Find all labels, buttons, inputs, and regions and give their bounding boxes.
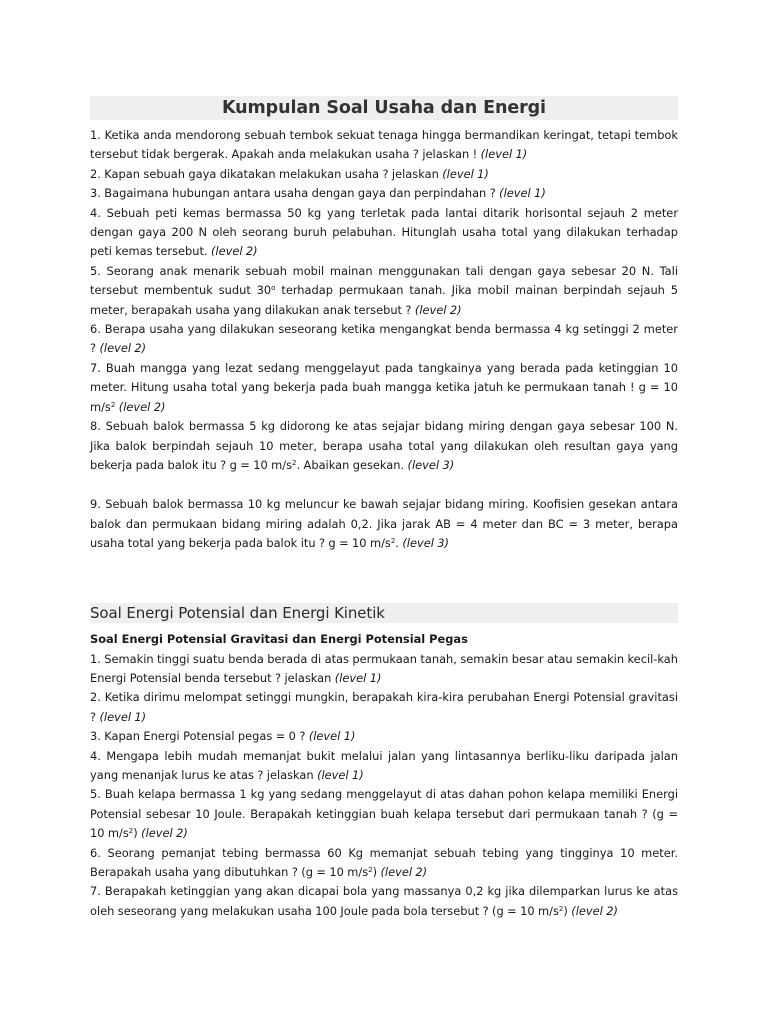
level-label: (level 2)	[210, 244, 258, 259]
level-label: (level 1)	[480, 147, 528, 162]
level-label: (level 2)	[118, 399, 166, 414]
ep-question-6: 6. Seorang pemanjat tebing bermassa 60 Kg memanjat sebuah tebing yang tingginya 10 meter. Berapakah usaha yang dibutuhkan ? (g = 10 $m/s^2$) (level 2)	[90, 845, 678, 879]
superscript: 2	[368, 866, 373, 874]
superscript: 2	[128, 827, 134, 836]
ep-question-4: 4. Mengapa lebih mudah memanjat bukit melalui jalan yang lintasannya berliku-liku daripada jalan yang menanjak lurus ke atas ? jelaskan (level 1)	[90, 748, 678, 782]
question-3: 3. Bagaimana hubungan antara usaha dengan gaya dan perpindahan ? (level 1)	[90, 186, 546, 201]
ep-question-2: 2. Ketika dirimu melompat setinggi mungkin, berapakah kira-kira perubahan Energi Potensial gravitasi ? (level 1)	[90, 690, 678, 724]
level-label: (level 2)	[414, 302, 462, 317]
question-9: 9. Sebuah balok bermassa 10 kg meluncur ke bawah sejajar bidang miring. Koofisien gesekan antara balok dan permukaan bidang miring adalah 0,2. Jika jarak AB = 4 meter dan BC = 3 meter, berapa usaha total yang bekerja pada balok itu ? g = 10 $m/s^2$. (level 3)	[90, 497, 678, 551]
ep-question-1: 1. Semakin tinggi suatu benda berada di atas permukaan tanah, semakin besar atau semakin kecil-kah Energi Potensial benda tersebut ? jelaskan (level 1)	[90, 651, 678, 685]
level-label: (level 2)	[99, 341, 147, 356]
level-label: (level 1)	[317, 767, 364, 782]
question-4: 4. Sebuah peti kemas bermassa 50 kg yang terletak pada lantai ditarik horisontal sejauh 2 meter dengan gaya 200 N oleh seorang buruh pelabuhan. Hitunglah usaha total yang dilakukan terhadap peti kemas tersebut. (level 2)	[90, 205, 678, 259]
section-heading: Soal Energi Potensial dan Energi Kinetik	[90, 603, 385, 622]
question-5: 5. Seorang anak menarik sebuah mobil mainan menggunakan tali dengan gaya sebesar 20 N. Tali tersebut membentuk sudut 30$^o$ terhadap permukaan tanah. Jika mobil mainan berpindah sejauh 5 meter, berapakah usaha yang dilakukan anak tersebut ? (level 2)	[90, 263, 679, 317]
document-page	[90, 96, 678, 921]
superscript: 2	[110, 400, 116, 409]
section-heading-bar	[90, 603, 678, 623]
section-subheading: Soal Energi Potensial Gravitasi dan Energi Potensial Pegas	[90, 631, 468, 646]
question-7: 7. Buah mangga yang lezat sedang menggelayut pada tangkainya yang berada pada ketinggian 10 meter. Hitung usaha total yang bekerja pada buah mangga ketika jatuh ke permukaan tanah ! g = 10 $m/s^2$ (level 2)	[90, 360, 678, 414]
level-label: (level 1)	[308, 729, 356, 744]
ep-question-5: 5. Buah kelapa bermassa 1 kg yang sedang menggelayut di atas dahan pohon kelapa memiliki Energi Potensial sebesar 10 Joule. Berapakah ketinggian buah kelapa tersebut dari permukaan tanah ? (g = 10 $m/s^2$) (level 2)	[90, 787, 678, 841]
superscript: 2	[390, 537, 396, 546]
ep-question-7: 7. Berapakah ketinggian yang akan dicapai bola yang massanya 0,2 kg jika dilemparkan lurus ke atas oleh seseorang yang melakukan usaha 100 Joule pada bola tersebut ? (g = 10 $m/s^2$) (level 2)	[90, 884, 678, 918]
question-6: 6. Berapa usaha yang dilakukan seseorang ketika mengangkat benda bermassa 4 kg setinggi 2 meter ? (level 2)	[90, 322, 678, 356]
question-1: 1. Ketika anda mendorong sebuah tembok sekuat tenaga hingga bermandikan keringat, tetapi tembok tersebut tidak bergerak. Apakah anda melakukan usaha ? jelaskan ! (level 1)	[90, 128, 678, 162]
level-label: (level 2)	[380, 865, 428, 879]
superscript: 2	[292, 458, 297, 467]
superscript: o	[271, 284, 276, 293]
level-label: (level 1)	[99, 709, 147, 724]
ep-question-3: 3. Kapan Energi Potensial pegas = 0 ? (level 1)	[90, 729, 356, 744]
question-2: 2. Kapan sebuah gaya dikatakan melakukan usaha ? jelaskan (level 1)	[90, 166, 489, 181]
superscript: 2	[558, 904, 564, 913]
level-label: (level 1)	[499, 186, 546, 201]
spacer	[90, 475, 678, 495]
question-8: 8. Sebuah balok bermassa 5 kg didorong ke atas sejajar bidang miring dengan gaya sebesar 100 N. Jika balok berpindah sejauh 10 meter, berapa usaha total yang dilakukan oleh resultan gaya yang bekerja pada balok itu ? g = 10 $m/s^2$. Abaikan gesekan. (level 3)	[90, 419, 678, 472]
page-title: Kumpulan Soal Usaha dan Energi	[222, 98, 546, 118]
level-label: (level 3)	[407, 457, 455, 472]
level-label: (level 2)	[571, 903, 618, 918]
level-label: (level 1)	[442, 166, 489, 181]
level-label: (level 2)	[141, 826, 188, 841]
title-bar	[90, 96, 678, 120]
level-label: (level 3)	[402, 536, 450, 551]
level-label: (level 1)	[334, 670, 382, 685]
